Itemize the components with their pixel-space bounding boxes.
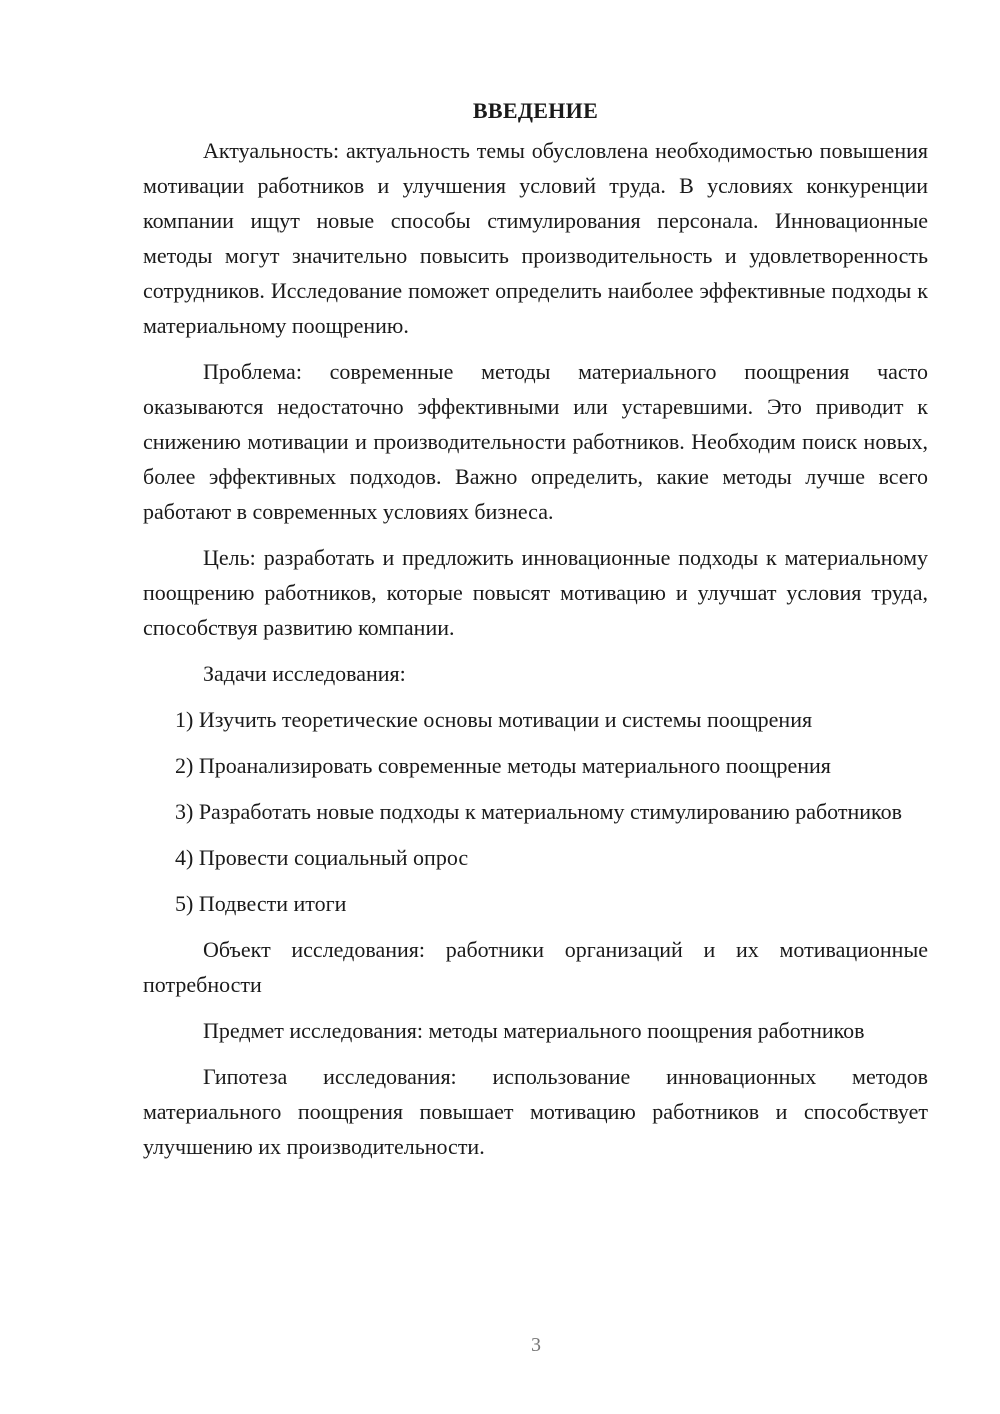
task-item: 1) Изучить теоретические основы мотивации и системы поощрения [175, 707, 813, 732]
paragraph-hypothesis: Гипотеза исследования: использование инновационных методов материального поощрения повышает мотивацию работников и способствует улучшению их производительности. [143, 1064, 928, 1159]
task-item: 2) Проанализировать современные методы материального поощрения [175, 753, 831, 778]
paragraph-relevance: Актуальность: актуальность темы обусловлена необходимостью повышения мотивации работников и улучшения условий труда. В условиях конкуренции компании ищут новые способы стимулирования персонала. Инновационные методы могут значительно повысить производительность и удовлетворенность сотрудников. Исследование поможет определить наиболее эффективные подходы к материальному поощрению. [143, 138, 928, 338]
task-item: 3) Разработать новые подходы к материальному стимулированию работников [175, 799, 902, 824]
page-number: 3 [531, 1334, 541, 1356]
paragraph-object: Объект исследования: работники организаций и их мотивационные потребности [143, 937, 928, 997]
paragraph-goal: Цель: разработать и предложить инновационные подходы к материальному поощрению работников, которые повысят мотивацию и улучшат условия труда, способствуя развитию компании. [143, 545, 928, 640]
task-item: 4) Провести социальный опрос [175, 845, 469, 870]
task-item: 5) Подвести итоги [175, 891, 347, 916]
paragraph-problem: Проблема: современные методы материального поощрения часто оказываются недостаточно эффективными или устаревшими. Это приводит к снижению мотивации и производительности работников. Необходим поиск новых, более эффективных подходов. Важно определить, какие методы лучше всего работают в современных условиях бизнеса. [143, 359, 928, 524]
paragraph-subject: Предмет исследования: методы материального поощрения работников [203, 1018, 865, 1043]
section-title: ВВЕДЕНИЕ [472, 98, 599, 123]
tasks-heading: Задачи исследования: [203, 661, 406, 686]
page-content [143, 93, 928, 1164]
